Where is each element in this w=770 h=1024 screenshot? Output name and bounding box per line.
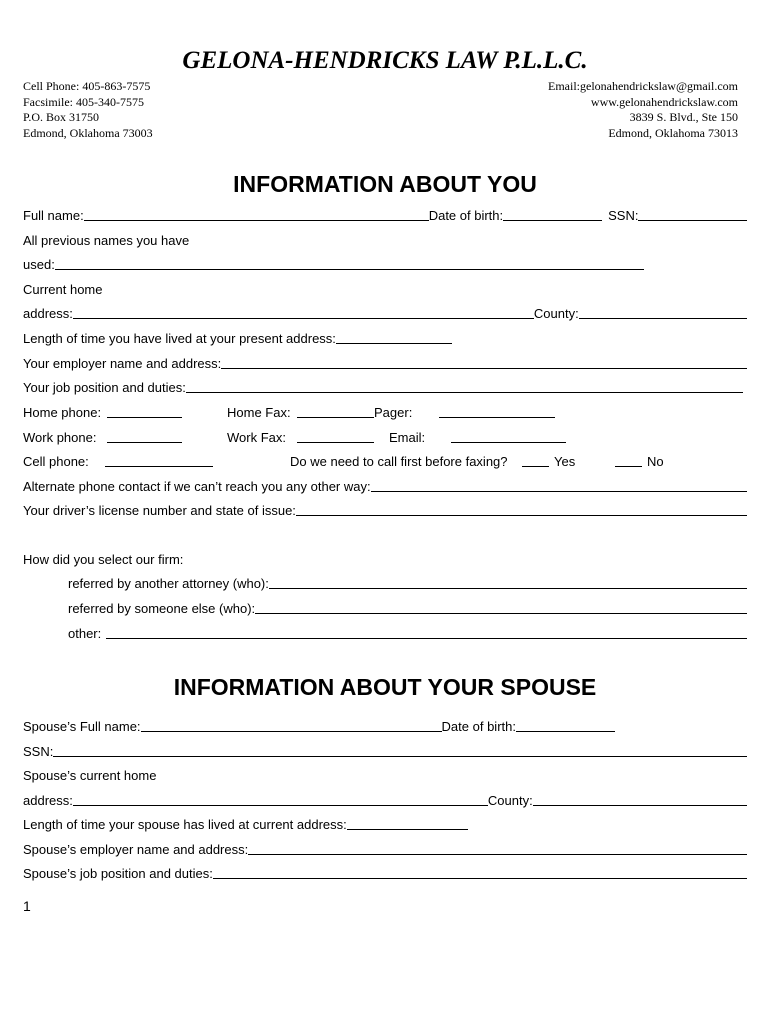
cell-phone-label: Cell phone:: [23, 454, 89, 469]
spouse-dob-field[interactable]: [516, 719, 615, 732]
row-license: [23, 502, 747, 518]
address-label: address:: [23, 306, 73, 321]
home-fax-label: Home Fax:: [227, 405, 291, 420]
row-spouse-current-home: [23, 767, 747, 783]
no-label: No: [647, 454, 664, 469]
ref-attorney-field[interactable]: [269, 576, 747, 589]
cell-phone-text: Cell Phone: 405-863-7575: [23, 79, 151, 93]
spouse-length-field[interactable]: [347, 817, 468, 830]
spouse-employer-label: Spouse’s employer name and address:: [23, 842, 249, 857]
full-name-label: Full name:: [23, 208, 84, 223]
email-text: Email:gelonahendrickslaw@gmail.com: [548, 79, 738, 93]
spouse-job-field[interactable]: [213, 866, 747, 879]
spouse-length-label: Length of time your spouse has lived at current address:: [23, 817, 347, 832]
work-fax-field[interactable]: [297, 430, 374, 443]
work-fax-label: Work Fax:: [227, 430, 286, 445]
spouse-address-label: address:: [23, 793, 73, 808]
home-fax-field[interactable]: [297, 405, 374, 418]
spouse-address-field[interactable]: [73, 793, 488, 806]
row-other: [68, 625, 747, 641]
address-field[interactable]: [73, 306, 534, 319]
row-spouse-name: [23, 718, 747, 734]
no-checkbox[interactable]: [615, 454, 642, 467]
ref-attorney-label: referred by another attorney (who):: [68, 576, 269, 591]
prev-names-label: All previous names you have: [23, 233, 190, 248]
county-label: County:: [533, 306, 579, 321]
city-right-text: Edmond, Oklahoma 73013: [608, 125, 738, 140]
prev-names-field[interactable]: [55, 257, 644, 270]
row-used: [23, 256, 747, 272]
row-work-phone: [23, 429, 747, 445]
other-field[interactable]: [106, 626, 747, 639]
firm-name: GELONA-HENDRICKS LAW P.L.L.C.: [182, 47, 588, 74]
ssn-label: SSN:: [608, 208, 639, 223]
spouse-job-label: Spouse’s job position and duties:: [23, 866, 213, 881]
call-first-label: Do we need to call first before faxing?: [290, 454, 508, 469]
row-ref-someone: [68, 600, 747, 616]
row-employer: [23, 355, 747, 371]
contact-right: [548, 79, 738, 141]
row-alt-phone: [23, 478, 747, 494]
row-spouse-ssn: [23, 743, 747, 759]
pager-label: Pager:: [374, 405, 413, 420]
employer-label: Your employer name and address:: [23, 356, 222, 371]
license-field[interactable]: [296, 503, 747, 516]
county-field[interactable]: [579, 306, 747, 319]
job-label: Your job position and duties:: [23, 380, 186, 395]
page-number: 1: [23, 898, 31, 914]
spouse-employer-field[interactable]: [248, 842, 747, 855]
row-spouse-length: [23, 816, 747, 832]
spouse-ssn-label: SSN:: [23, 744, 54, 759]
row-length: [23, 330, 747, 346]
spouse-name-label: Spouse’s Full name:: [23, 719, 141, 734]
spouse-county-field[interactable]: [533, 793, 747, 806]
ref-someone-label: referred by someone else (who):: [68, 601, 256, 616]
row-address: [23, 305, 747, 321]
ref-someone-field[interactable]: [255, 601, 747, 614]
home-phone-field[interactable]: [107, 405, 182, 418]
cell-phone-field[interactable]: [105, 454, 213, 467]
how-select-label: How did you select our firm:: [23, 552, 184, 567]
contact-left: [23, 79, 153, 141]
row-full-name: [23, 207, 747, 223]
email-label: Email:: [389, 430, 426, 445]
length-label: Length of time you have lived at your present address:: [23, 331, 336, 346]
city-left-text: Edmond, Oklahoma 73003: [23, 125, 153, 140]
spouse-county-label: County:: [487, 793, 533, 808]
length-field[interactable]: [336, 331, 452, 344]
website-text: www.gelonahendrickslaw.com: [590, 94, 738, 109]
email-field[interactable]: [451, 430, 566, 443]
row-spouse-employer: [23, 841, 747, 857]
section-title-spouse: INFORMATION ABOUT YOUR SPOUSE: [173, 674, 597, 700]
pager-field[interactable]: [439, 405, 555, 418]
used-label: used:: [23, 257, 55, 272]
alt-phone-label: Alternate phone contact if we can’t reach you any other way:: [23, 479, 371, 494]
spouse-ssn-field[interactable]: [53, 744, 747, 757]
section-title-you: INFORMATION ABOUT YOU: [233, 171, 537, 197]
yes-checkbox[interactable]: [522, 454, 549, 467]
alt-phone-field[interactable]: [371, 479, 747, 492]
current-home-label: Current home: [23, 282, 103, 297]
spouse-name-field[interactable]: [141, 719, 442, 732]
home-phone-label: Home phone:: [23, 405, 102, 420]
po-box-text: P.O. Box 31750: [23, 110, 100, 124]
row-spouse-job: [23, 865, 747, 881]
spouse-current-home-label: Spouse’s current home: [23, 768, 157, 783]
row-job: [23, 379, 747, 395]
work-phone-label: Work phone:: [23, 430, 97, 445]
job-field[interactable]: [186, 380, 743, 393]
facsimile-text: Facsimile: 405-340-7575: [23, 94, 144, 109]
row-current-home: [23, 281, 747, 297]
row-home-phone: [23, 404, 747, 420]
spouse-dob-label: Date of birth:: [441, 719, 516, 734]
row-how-select: [23, 551, 747, 567]
other-label: other:: [68, 626, 102, 641]
row-spouse-address: [23, 792, 747, 808]
employer-field[interactable]: [221, 356, 747, 369]
dob-field[interactable]: [503, 208, 602, 221]
dob-label: Date of birth:: [428, 208, 504, 223]
row-prev-names: [23, 232, 747, 248]
row-cell-phone: [23, 453, 747, 469]
work-phone-field[interactable]: [107, 430, 182, 443]
full-name-field[interactable]: [84, 208, 429, 221]
yes-label: Yes: [554, 454, 576, 469]
street-text: 3839 S. Blvd., Ste 150: [629, 110, 738, 124]
row-ref-attorney: [68, 575, 747, 591]
ssn-field[interactable]: [638, 208, 747, 221]
license-label: Your driver’s license number and state of issue:: [23, 503, 296, 518]
